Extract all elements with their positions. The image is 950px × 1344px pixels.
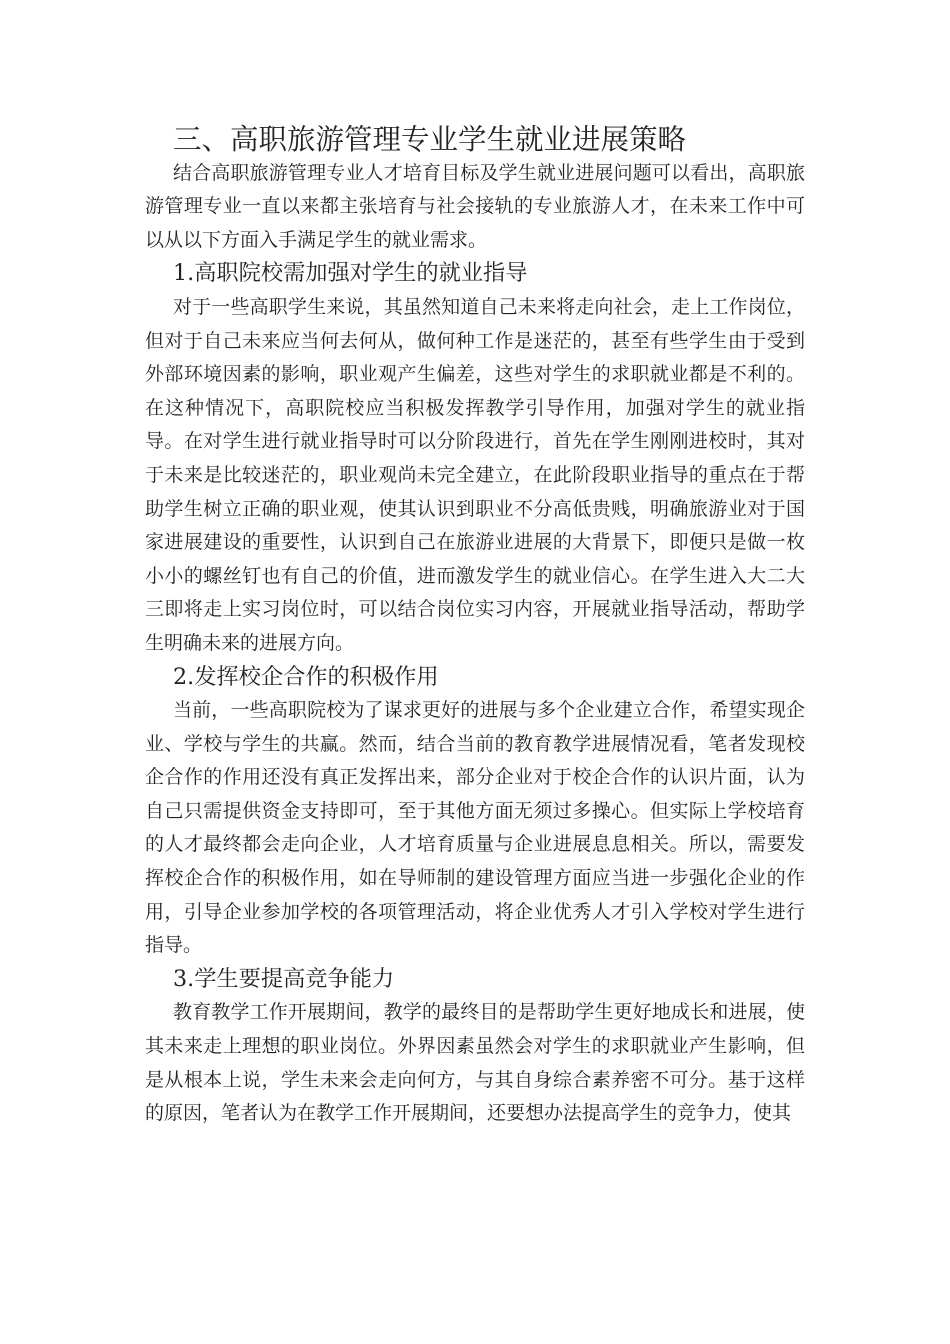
subsection-heading-3: 3.学生要提高竞争能力 (173, 965, 395, 992)
subsection-heading-2: 2.发挥校企合作的积极作用 (173, 663, 439, 690)
section-heading: 三、高职旅游管理专业学生就业进展策略 (173, 123, 687, 156)
subsection-paragraph-1: 对于一些高职学生来说，其虽然知道自己未来将走向社会，走上工作岗位，但对于自己未来应当何去何从，做何种工作是迷茫的，甚至有些学生由于受到外部环境因素的影响，职业观产生偏差，这些对学生的求职就业都是不利的。在这种情况下，高职院校应当积极发挥教学引导作用，加强对学生的就业指导。在对学生进行就业指导时可以分阶段进行，首先在学生刚刚进校时，其对于未来是比较迷茫的，职业观尚未完全建立，在此阶段职业指导的重点在于帮助学生树立正确的职业观，使其认识到职业不分高低贵贱，明确旅游业对于国家进展建设的重要性，认识到自己在旅游业进展的大背景下，即便只是做一枚小小的螺丝钉也有自己的价值，进而激发学生的就业信心。在学生进入大二大三即将走上实习岗位时，可以结合岗位实习内容，开展就业指导活动，帮助学生明确未来的进展方向。 (145, 295, 805, 654)
subsection-paragraph-3: 教育教学工作开展期间，教学的最终目的是帮助学生更好地成长和进展，使其未来走上理想的职业岗位。外界因素虽然会对学生的求职就业产生影响，但是从根本上说，学生未来会走向何方，与其自身综合素养密不可分。基于这样的原因，笔者认为在教学工作开展期间，还要想办法提高学生的竞争力，使其 (145, 1001, 805, 1125)
subsection-paragraph-2: 当前，一些高职院校为了谋求更好的进展与多个企业建立合作，希望实现企业、学校与学生的共赢。然而，结合当前的教育教学进展情况看，笔者发现校企合作的作用还没有真正发挥出来，部分企业对于校企合作的认识片面，认为自己只需提供资金支持即可，至于其他方面无须过多操心。但实际上学校培育的人才最终都会走向企业，人才培育质量与企业进展息息相关。所以，需要发挥校企合作的积极作用，如在导师制的建设管理方面应当进一步强化企业的作用，引导企业参加学校的各项管理活动，将企业优秀人才引入学校对学生进行指导。 (145, 699, 805, 957)
document-page (145, 123, 805, 1131)
subsection-heading-1: 1.高职院校需加强对学生的就业指导 (173, 260, 528, 287)
intro-paragraph: 结合高职旅游管理专业人才培育目标及学生就业进展问题可以看出，高职旅游管理专业一直以来都主张培育与社会接轨的专业旅游人才，在未来工作中可以从以下方面入手满足学生的就业需求。 (145, 161, 805, 251)
